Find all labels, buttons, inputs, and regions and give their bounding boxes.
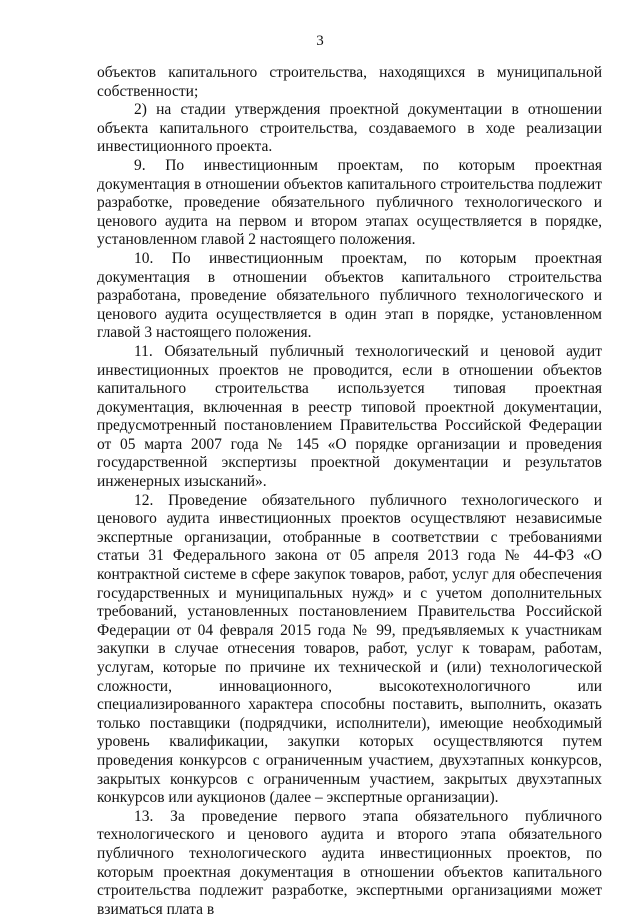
page-number: 3 bbox=[316, 33, 324, 49]
paragraph-continuation: объектов капитального строительства, находящихся в муниципальной собственности; bbox=[97, 64, 602, 100]
paragraph-9: 9. По инвестиционным проектам, по которым проектная документация в отношении объектов капитального строительства подлежит разработке, проведение обязательного публичного технологического и ценового аудита на первом и втором этапах осуществляется в порядке, установленном главой 2 настоящего положения. bbox=[97, 156, 602, 249]
paragraph-10: 10. По инвестиционным проектам, по которым проектная документация в отношении объектов капитального строительства разработана, проведение обязательного публичного технологического и ценового аудита осуществляется в один этап в порядке, установленном главой 3 настоящего положения. bbox=[97, 249, 602, 342]
paragraph-11: 11. Обязательный публичный технологический и ценовой аудит инвестиционных проектов не проводится, если в отношении объектов капитального строительства используется типовая проектная документация, включенная в реестр типовой проектной документации, предусмотренный постановлением Правительства Российской Федерации от 05 марта 2007 года № 145 «О порядке организации и проведения государственной экспертизы проектной документации и результатов инженерных изысканий». bbox=[97, 342, 602, 491]
paragraph-13: 13. За проведение первого этапа обязательного публичного технологического и ценового аудита и второго этапа обязательного публичного технологического аудита инвестиционных проектов, по которым проектная документация в отношении объектов капитального строительства подлежит разработке, экспертными организациями может взиматься плата в bbox=[97, 807, 602, 918]
document-body bbox=[97, 64, 602, 919]
paragraph-item-2: 2) на стадии утверждения проектной документации в отношении объекта капитального строительства, создаваемого в ходе реализации инвестиционного проекта. bbox=[97, 101, 602, 156]
paragraph-12: 12. Проведение обязательного публичного технологического и ценового аудита инвестиционных проектов осуществляют независимые экспертные организации, отобранные в соответствии с требованиями статьи 31 Федерального закона от 05 апреля 2013 года № 44-ФЗ «О контрактной системе в сфере закупок товаров, работ, услуг для обеспечения государственных и муниципальных нужд» и с учетом дополнительных требований, установленных постановлением Правительства Российской Федерации от 04 февраля 2015 года № 99, предъявляемых к участникам закупки в случае отнесения товаров, работ, услуг к товарам, работам, услугам, которые по причине их технической и (или) технологической сложности, инновационного, высокотехнологичного или специализированного характера способны поставить, выполнить, оказать только поставщики (подрядчики, исполнители), имеющие необходимый уровень квалификации, закупки которых осуществляются путем проведения конкурсов с ограниченным участием, двухэтапных конкурсов, закрытых конкурсов с ограниченным участием, закрытых двухэтапных конкурсов или аукционов (далее – экспертные организации). bbox=[97, 491, 602, 807]
